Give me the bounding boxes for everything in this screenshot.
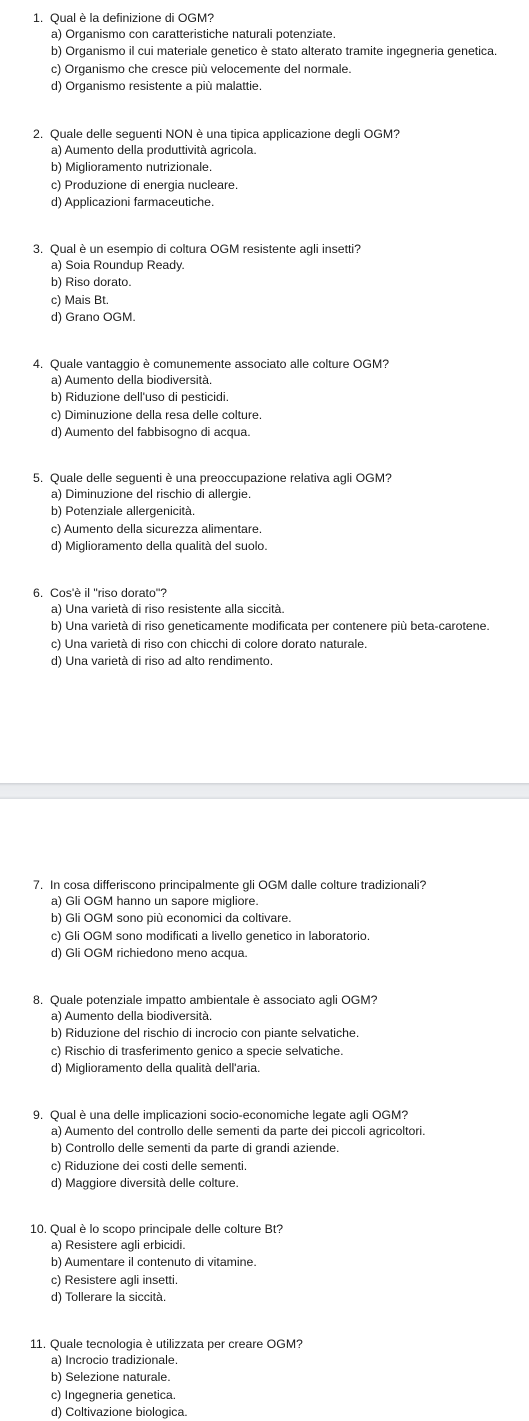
answer-option-b: b) Aumentare il contenuto di vitamine. [51, 1255, 257, 1270]
answer-option-a: a) Aumento della produttività agricola. [51, 143, 257, 157]
answer-option-d: d) Tollerare la siccità. [51, 1289, 167, 1304]
answer-option-d: d) Miglioramento della qualità del suolo. [51, 538, 268, 553]
question-1 [0, 10, 529, 95]
question-number: 7. [33, 878, 44, 892]
answer-option-d: d) Aumento del fabbisogno di acqua. [51, 424, 251, 439]
answer-option-b: b) Potenziale allergenicità. [51, 504, 196, 519]
answer-option-d: d) Coltivazione biologica. [51, 1404, 188, 1419]
answer-option-c: c) Gli OGM sono modificati a livello genetico in laboratorio. [51, 928, 371, 943]
answer-option-d: d) Miglioramento della qualità dell'aria. [51, 1060, 261, 1075]
question-number: 8. [33, 993, 44, 1007]
question-text: In cosa differiscono principalmente gli OGM dalle colture tradizionali? [50, 878, 427, 892]
question-number: 6. [33, 586, 44, 600]
answer-option-b: b) Miglioramento nutrizionale. [51, 160, 213, 175]
question-11 [0, 1336, 529, 1421]
answer-option-c: c) Aumento della sicurezza alimentare. [51, 521, 263, 536]
question-text: Quale vantaggio è comunemente associato alle colture OGM? [50, 357, 390, 371]
question-text: Qual è un esempio di coltura OGM resistente agli insetti? [50, 242, 361, 256]
answer-option-a: a) Una varietà di riso resistente alla siccità. [51, 602, 285, 616]
question-number: 1. [33, 11, 44, 25]
answer-option-a: a) Organismo con caratteristiche naturali potenziate. [51, 27, 337, 41]
answer-option-c: c) Produzione di energia nucleare. [51, 177, 239, 192]
answer-option-c: c) Mais Bt. [51, 292, 110, 307]
answer-option-a: a) Resistere agli erbicidi. [51, 1238, 186, 1252]
question-number: 9. [33, 1108, 44, 1122]
answer-option-d: d) Una varietà di riso ad alto rendimento. [51, 653, 274, 668]
question-text: Quale delle seguenti è una preoccupazione relativa agli OGM? [50, 471, 392, 485]
question-2 [0, 126, 529, 211]
answer-option-c: c) Una varietà di riso con chicchi di colore dorato naturale. [51, 636, 368, 651]
answer-option-d: d) Gli OGM richiedono meno acqua. [51, 945, 248, 960]
question-text: Qual è lo scopo principale delle colture Bt? [50, 1222, 284, 1236]
answer-option-c: c) Resistere agli insetti. [51, 1272, 179, 1287]
question-8 [0, 992, 529, 1077]
answer-option-d: d) Maggiore diversità delle colture. [51, 1175, 239, 1190]
question-5 [0, 470, 529, 555]
answer-option-b: b) Riso dorato. [51, 275, 132, 290]
page-separator [0, 783, 529, 799]
answer-option-b: b) Organismo il cui materiale genetico è stato alterato tramite ingegneria genetica. [51, 44, 498, 59]
answer-option-a: a) Aumento della biodiversità. [51, 1009, 213, 1023]
answer-option-d: d) Organismo resistente a più malattie. [51, 78, 263, 93]
question-number: 5. [33, 471, 44, 485]
answer-option-a: a) Gli OGM hanno un sapore migliore. [51, 894, 259, 908]
question-text: Quale potenziale impatto ambientale è associato agli OGM? [50, 993, 378, 1007]
question-number: 10. [30, 1222, 48, 1236]
question-text: Qual è la definizione di OGM? [50, 11, 215, 25]
question-7 [0, 877, 529, 962]
question-6 [0, 585, 529, 670]
question-number: 4. [33, 357, 44, 371]
answer-option-d: d) Applicazioni farmaceutiche. [51, 194, 215, 209]
answer-option-b: b) Riduzione del rischio di incrocio con piante selvatiche. [51, 1026, 360, 1041]
question-4 [0, 356, 529, 441]
answer-option-c: c) Riduzione dei costi delle sementi. [51, 1158, 248, 1173]
question-10 [0, 1221, 529, 1306]
answer-option-b: b) Gli OGM sono più economici da coltivare. [51, 911, 292, 926]
question-text: Cos'è il "riso dorato"? [50, 586, 168, 600]
answer-option-a: a) Aumento della biodiversità. [51, 373, 213, 387]
question-number: 11. [30, 1337, 47, 1351]
question-text: Quale tecnologia è utilizzata per creare OGM? [50, 1337, 303, 1351]
question-text: Qual è una delle implicazioni socio-economiche legate agli OGM? [50, 1108, 409, 1122]
answer-option-b: b) Una varietà di riso geneticamente modificata per contenere più beta-carotene. [51, 619, 490, 634]
question-number: 3. [33, 242, 44, 256]
answer-option-c: c) Diminuzione della resa delle colture. [51, 407, 263, 422]
answer-option-a: a) Soia Roundup Ready. [51, 258, 185, 272]
answer-option-b: b) Riduzione dell'uso di pesticidi. [51, 390, 230, 405]
answer-option-c: c) Rischio di trasferimento genico a specie selvatiche. [51, 1043, 344, 1058]
answer-option-a: a) Aumento del controllo delle sementi da parte dei piccoli agricoltori. [51, 1124, 426, 1138]
answer-option-d: d) Grano OGM. [51, 309, 136, 324]
answer-option-c: c) Organismo che cresce più velocemente del normale. [51, 61, 352, 76]
question-number: 2. [33, 127, 44, 141]
answer-option-b: b) Controllo delle sementi da parte di grandi aziende. [51, 1141, 340, 1156]
answer-option-b: b) Selezione naturale. [51, 1370, 171, 1385]
question-9 [0, 1107, 529, 1192]
answer-option-a: a) Diminuzione del rischio di allergie. [51, 487, 252, 501]
answer-option-a: a) Incrocio tradizionale. [51, 1353, 179, 1367]
question-text: Quale delle seguenti NON è una tipica applicazione degli OGM? [50, 127, 400, 141]
answer-option-c: c) Ingegneria genetica. [51, 1387, 177, 1402]
question-3 [0, 241, 529, 326]
